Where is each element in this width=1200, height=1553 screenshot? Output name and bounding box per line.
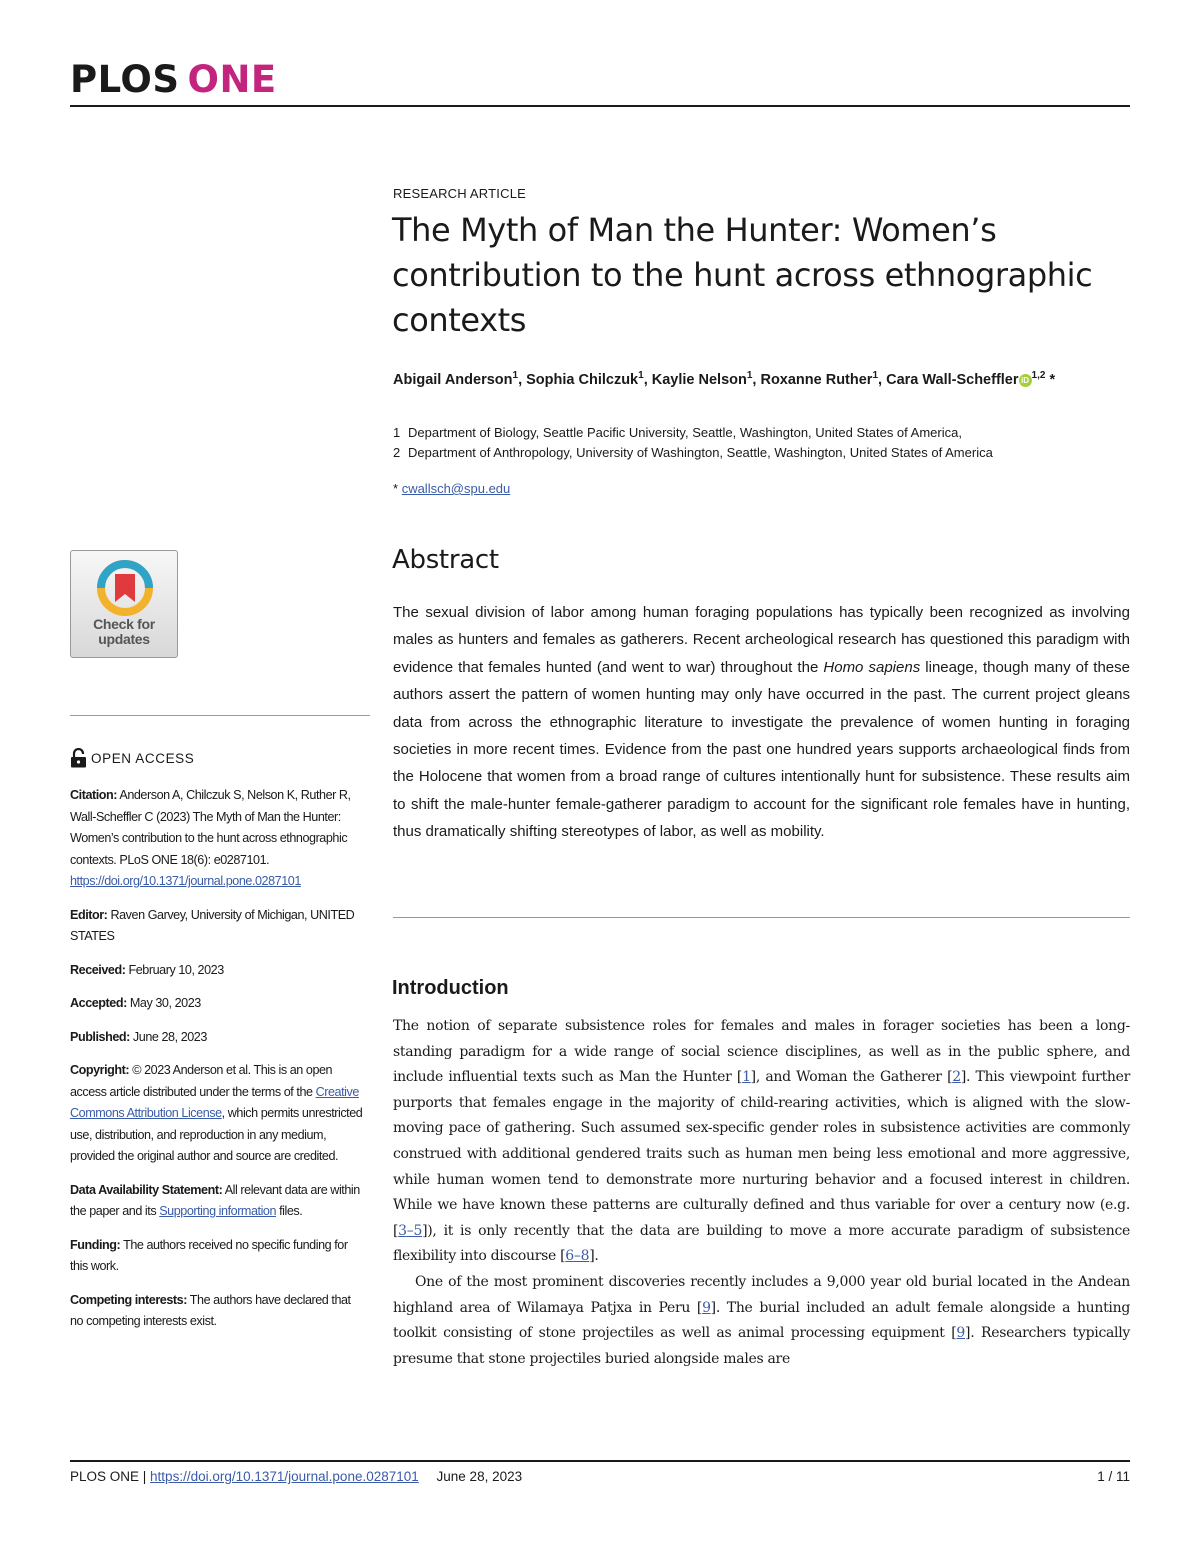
reference-link[interactable]: 1 xyxy=(742,1069,751,1086)
note-label: Accepted: xyxy=(70,996,127,1010)
header-divider xyxy=(70,105,1130,107)
note-text: All relevant data are within the paper and its xyxy=(70,1182,360,1218)
note-text: February 10, 2023 xyxy=(125,962,224,977)
page-footer xyxy=(70,1469,1130,1484)
note-text: © 2023 Anderson et al. This is an open access article distributed under the terms of the xyxy=(70,1063,333,1099)
author-name[interactable]: Sophia Chilczuk xyxy=(526,371,639,388)
affiliation-list xyxy=(393,423,1133,463)
citation-note xyxy=(70,785,366,893)
note-label: Data Availability Statement: xyxy=(70,1182,223,1197)
reference-range-dash[interactable]: – xyxy=(406,1222,414,1239)
abstract-text xyxy=(393,599,1130,846)
corresponding-marker: * xyxy=(1049,371,1056,388)
body-text: ], and Woman the Gatherer [ xyxy=(750,1069,953,1086)
body-text: ]. This viewpoint further purports that females engage in the majority of child-rearing activities, which is aligned with the slow-moving pace of gathering. Such assumed sex-specific gender roles in subsistence activities are commonly construed with additional gendered traits such as human men being less emotional and more aggressive, while human women tend to demonstrate more nurturing behavior and a focused interest in children. While we have known these patterns are culturally defined and thus variable for over a century now (e.g. [ xyxy=(393,1069,1130,1239)
author-name[interactable]: Abigail Anderson xyxy=(393,371,513,388)
affiliation-item xyxy=(393,443,1133,463)
author-list: Abigail Anderson$^1$, Sophia Chilczuk$^1$, Kaylie Nelson$^1$, Roxanne Ruther$^1$, Cara Wall-Scheffler iD $^{1,2}$ * xyxy=(393,370,1056,388)
note-label: Funding: xyxy=(70,1237,121,1252)
article-type: RESEARCH ARTICLE xyxy=(393,186,526,201)
logo-plos: PLOS xyxy=(70,58,180,101)
body-text: ]. xyxy=(589,1248,599,1265)
crossmark-icon xyxy=(95,558,155,618)
citation-doi-link[interactable]: https://doi.org/10.1371/journal.pone.0287101 xyxy=(70,874,301,888)
crossmark-line: Check for xyxy=(93,616,155,632)
body-text: ]. Researchers typically presume that stone projectiles buried alongside males are xyxy=(393,1325,1130,1367)
footer-date: June 28, 2023 xyxy=(436,1469,523,1484)
license-link[interactable]: Creative Commons Attribution License xyxy=(70,1084,359,1120)
affiliation-item xyxy=(393,423,1133,443)
body-text: The notion of separate subsistence roles for females and males in forager societies has been a long-standing paradigm for a wide range of social science disciplines, as well as in the public sphere, and include influential texts such as Man the Hunter [ xyxy=(393,1018,1130,1086)
note-text: The authors received no specific funding for this work. xyxy=(70,1237,348,1273)
reference-link[interactable]: 5 xyxy=(413,1222,423,1239)
page-number: 1 / 11 xyxy=(1097,1469,1130,1484)
open-lock-icon xyxy=(70,748,87,768)
author-name[interactable]: Cara Wall-Scheffler xyxy=(886,371,1019,388)
affiliation-number: 2 xyxy=(393,445,401,460)
journal-logo xyxy=(70,58,277,102)
note-label: Citation: xyxy=(70,788,118,802)
note-text: May 30, 2023 xyxy=(126,996,201,1010)
crossmark-line: updates xyxy=(98,631,150,647)
note-label: Copyright: xyxy=(70,1063,130,1077)
abstract-heading: Abstract xyxy=(392,545,499,575)
affiliation-text: Department of Anthropology, University of Washington, Seattle, Washington, United States of America xyxy=(408,445,993,460)
reference-link[interactable]: 6 xyxy=(565,1248,574,1265)
orcid-icon[interactable]: iD xyxy=(1019,374,1032,387)
data-availability-note xyxy=(70,1180,366,1223)
body-text: ]), it is only recently that the data are building to move a more accurate paradigm of subsistence flexibility into discourse [ xyxy=(393,1222,1130,1265)
introduction-heading: Introduction xyxy=(392,977,509,999)
competing-interests-note xyxy=(70,1290,366,1333)
body-paragraph xyxy=(393,1270,1130,1372)
author-name[interactable]: Kaylie Nelson xyxy=(651,371,747,388)
correspondence-marker: * xyxy=(393,481,399,496)
note-label: Published: xyxy=(70,1029,130,1044)
reference-link[interactable]: 9 xyxy=(956,1325,966,1342)
note-text: The authors have declared that no competing interests exist. xyxy=(70,1292,351,1328)
abstract-divider xyxy=(393,917,1130,918)
body-paragraph xyxy=(393,1014,1130,1270)
footer-doi-link[interactable]: https://doi.org/10.1371/journal.pone.0287101 xyxy=(150,1469,419,1484)
note-text: , which permits unrestricted use, distribution, and reproduction in any medium, provided the original author and source are credited. xyxy=(70,1106,363,1163)
note-label: Competing interests: xyxy=(70,1292,187,1307)
affiliation-text: Department of Biology, Seattle Pacific University, Seattle, Washington, United States of America, xyxy=(408,425,962,440)
note-label: Editor: xyxy=(70,907,108,922)
published-note xyxy=(70,1027,366,1049)
check-for-updates-badge[interactable] xyxy=(70,550,178,658)
editor-note xyxy=(70,905,366,948)
received-note xyxy=(70,960,366,982)
affiliation-number: 1 xyxy=(393,425,401,440)
reference-link[interactable]: 8 xyxy=(580,1248,590,1265)
correspondence-email-link[interactable]: cwallsch@spu.edu xyxy=(401,481,511,496)
note-text: June 28, 2023 xyxy=(129,1029,207,1044)
author-affiliation: 1 xyxy=(638,370,644,381)
note-text: Anderson A, Chilczuk S, Nelson K, Ruther R, Wall-Scheffler C (2023) The Myth of Man the Hunter: Women’s contribution to the hunt across ethnographic contexts. PLoS ONE 18(6): e0287101. xyxy=(70,788,351,867)
supporting-information-link[interactable]: Supporting information xyxy=(159,1204,277,1218)
crossmark-label xyxy=(71,617,177,647)
footer-separator: | xyxy=(139,1469,151,1484)
footer-journal: PLOS ONE xyxy=(70,1469,140,1484)
author-affiliation: 1 xyxy=(872,370,879,381)
open-access-text: OPEN ACCESS xyxy=(91,750,195,766)
reference-link[interactable]: 2 xyxy=(952,1069,961,1086)
author-affiliation: 1 xyxy=(512,370,519,381)
article-title: The Myth of Man the Hunter: Women’s contribution to the hunt across ethnographic contexts xyxy=(392,211,1093,339)
note-text: files. xyxy=(276,1204,303,1218)
article-metadata-sidebar xyxy=(70,785,366,1345)
correspondence xyxy=(393,481,510,496)
open-access-label xyxy=(70,748,194,768)
note-text: Raven Garvey, University of Michigan, UNITED STATES xyxy=(70,907,355,943)
author-affiliation: 1 xyxy=(746,370,753,381)
reference-range-dash[interactable]: – xyxy=(573,1248,581,1265)
reference-link[interactable]: 3 xyxy=(398,1222,407,1239)
author-name[interactable]: Roxanne Ruther xyxy=(760,371,873,388)
body-text: One of the most prominent discoveries recently includes a 9,000 year old burial located in the Andean highland area of Wilamaya Patjxa in Peru [ xyxy=(393,1273,1130,1316)
abstract-species-name: Homo sapiens xyxy=(823,658,921,676)
introduction-body xyxy=(393,1014,1130,1372)
sidebar-divider xyxy=(70,715,370,716)
author-affiliation: 1,2 xyxy=(1031,370,1046,381)
abstract-text-segment: The sexual division of labor among human foraging populations has typically been recognized as involving males as hunters and females as gatherers. Recent archeological research has questioned this paradigm with evidence that females hunted (and went to war) throughout the xyxy=(393,604,1130,676)
copyright-note xyxy=(70,1060,366,1168)
note-label: Received: xyxy=(70,962,126,977)
body-text: ]. The burial included an adult female alongside a hunting toolkit consisting of stone projectiles as well as animal processing equipment [ xyxy=(393,1299,1130,1342)
abstract-text-segment: lineage, though many of these authors assert the pattern of women hunting may only have occurred in the past. The current project gleans data from across the ethnographic literature to investigate the prevalence of women hunting in foraging societies in more recent times. Evidence from the past one hundred years supports archaeological finds from the Holocene that women from a broad range of cultures intentionally hunt for subsistence. These results aim to shift the male-hunter female-gatherer paradigm to account for the significant role females have in hunting, thus dramatically shifting stereotypes of labor, as well as mobility. xyxy=(393,658,1130,841)
reference-link[interactable]: 9 xyxy=(702,1299,711,1316)
funding-note xyxy=(70,1235,366,1278)
accepted-note xyxy=(70,993,366,1015)
logo-one: ONE xyxy=(187,58,277,101)
footer-divider xyxy=(70,1460,1130,1462)
